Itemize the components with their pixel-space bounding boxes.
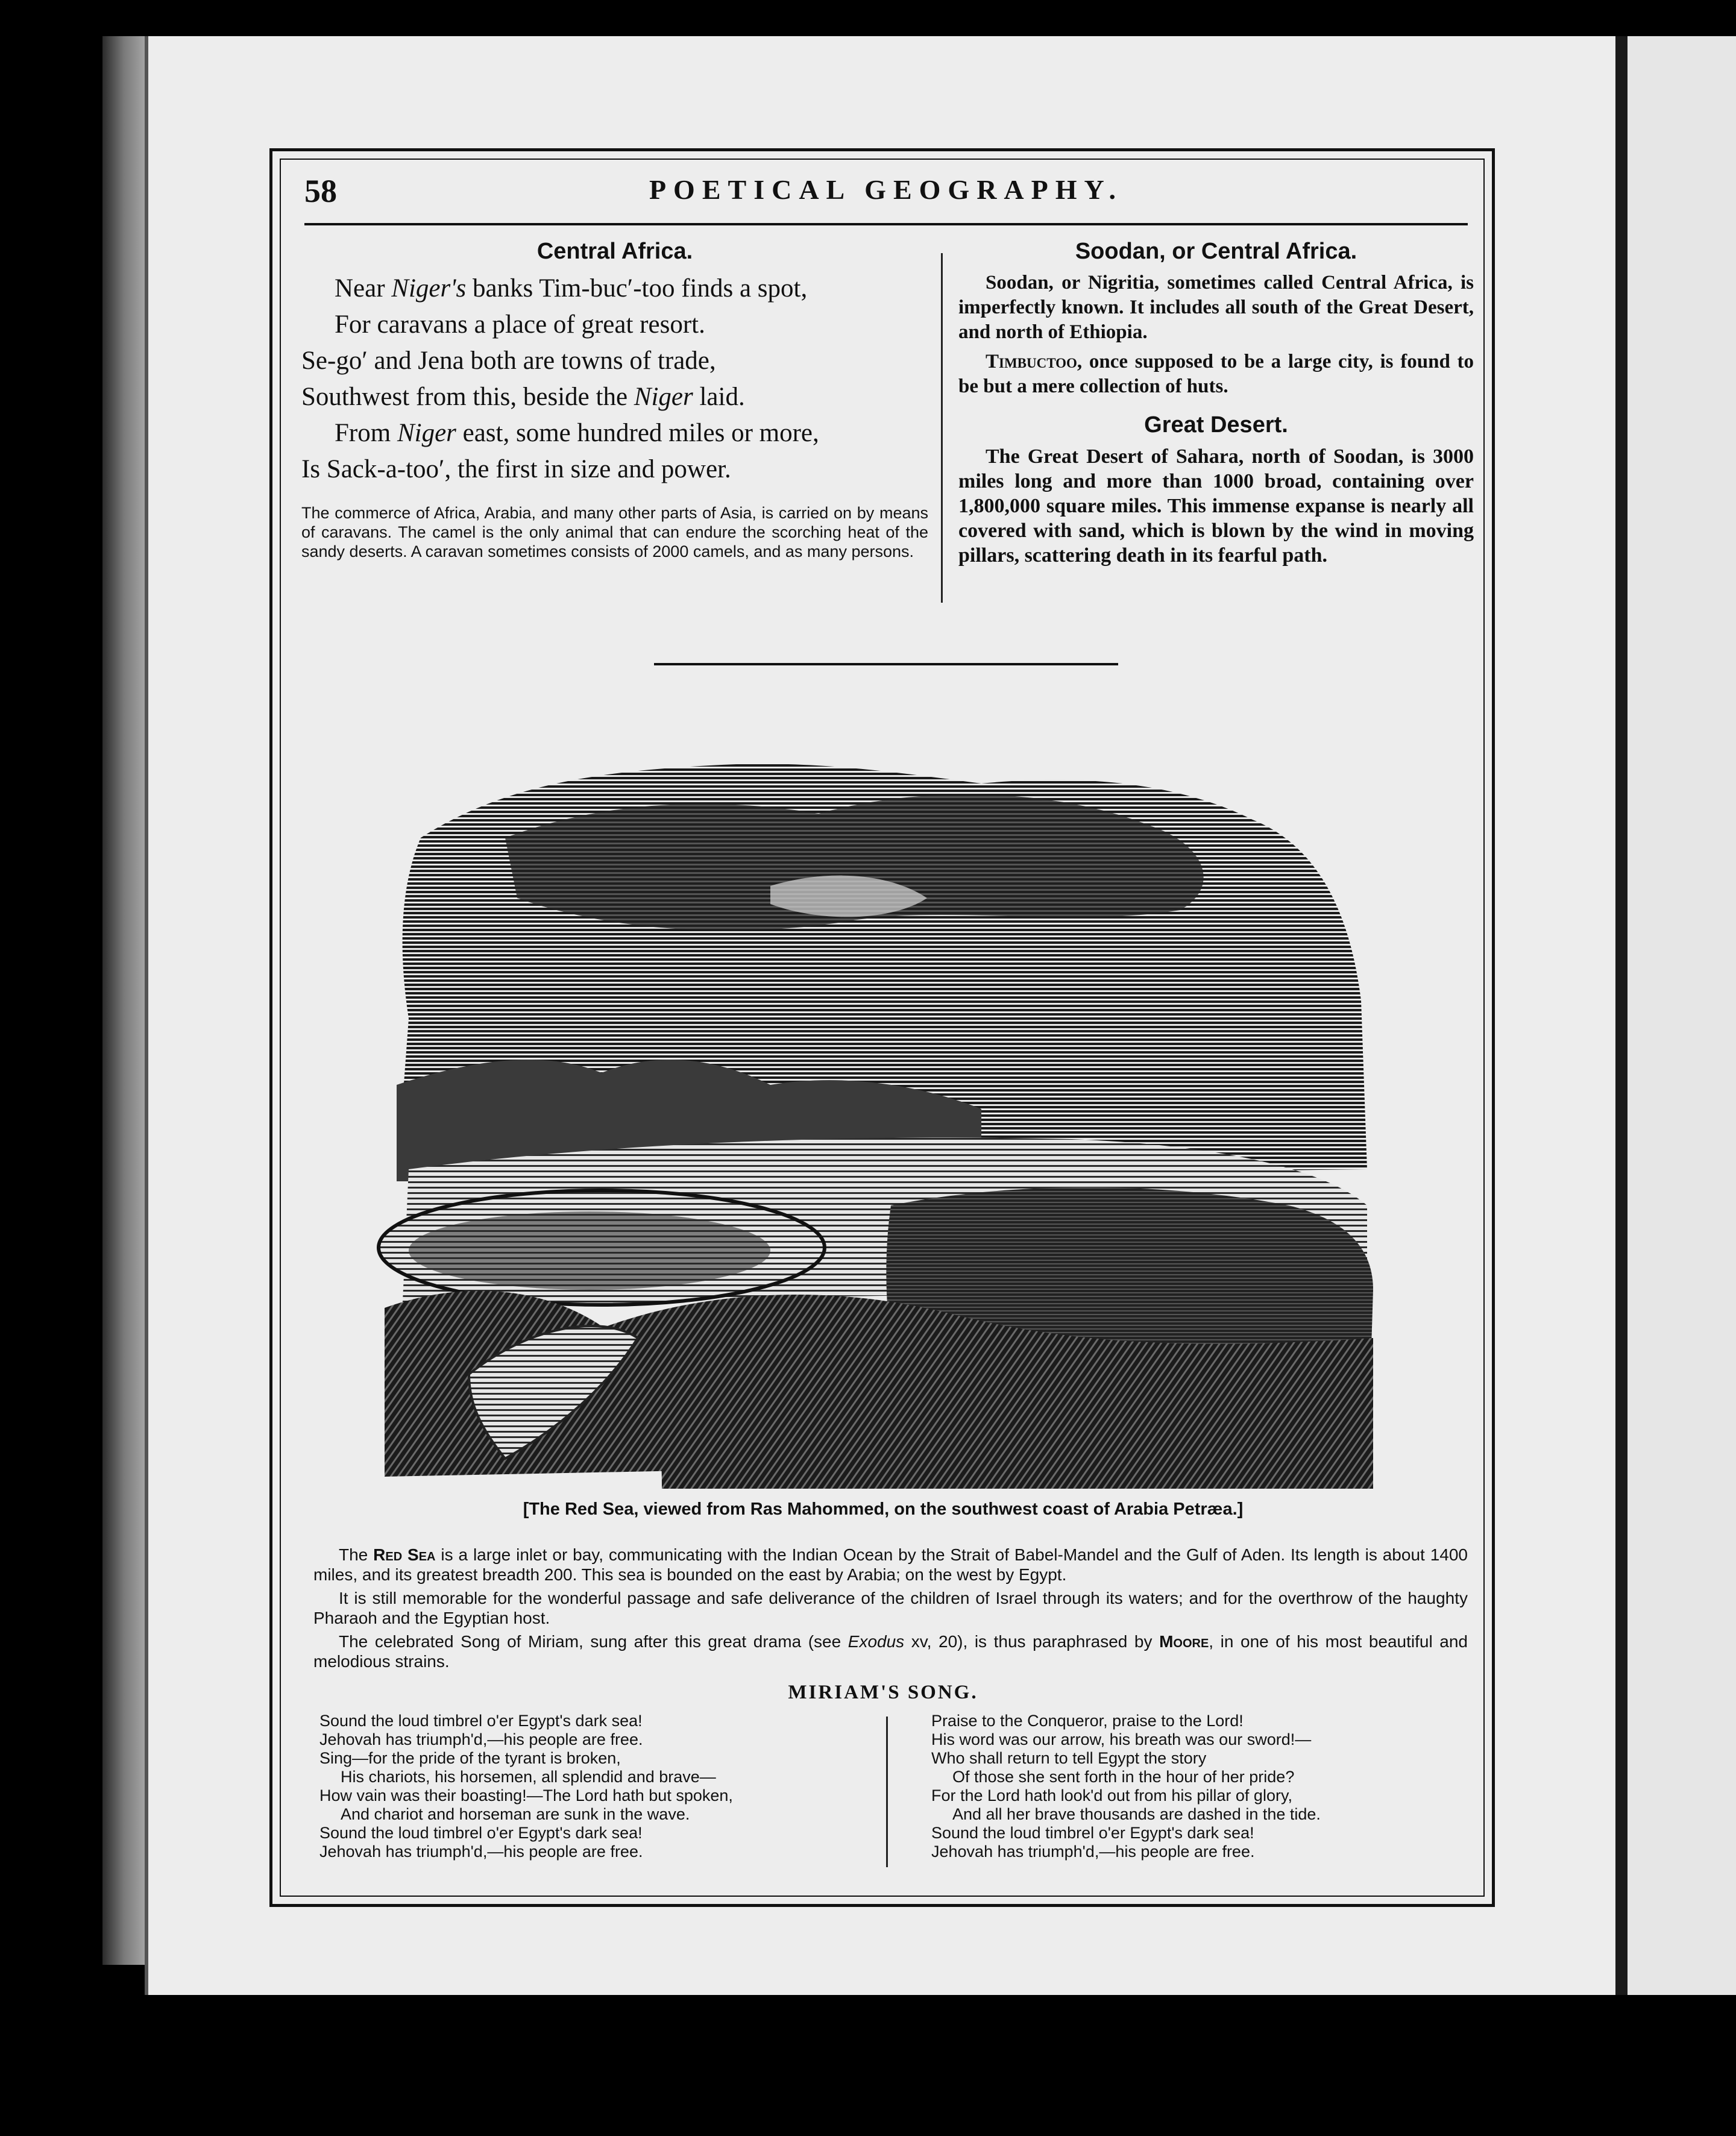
red-sea-engraving xyxy=(348,747,1415,1495)
song-line: Who shall return to tell Egypt the story xyxy=(931,1749,1207,1767)
great-desert-paragraph: The Great Desert of Sahara, north of Soodan, is 3000 miles long and more than 1000 broad, containing over 1,800,000 square miles. This immense expanse is nearly all covered with sand, which is blown by the wind in moving pillars, scattering death in its fearful path. xyxy=(958,445,1474,567)
song-line: His chariots, his horsemen, all splendid and brave— xyxy=(341,1768,716,1786)
page-number: 58 xyxy=(304,173,337,209)
song-line: Jehovah has triumph'd,—his people are free. xyxy=(319,1730,643,1748)
column-divider xyxy=(941,253,943,603)
verse-line: Near Niger's banks Tim-buc′-too finds a spot, xyxy=(335,274,808,303)
song-line: Sing—for the pride of the tyrant is broken, xyxy=(319,1749,621,1767)
running-title: POETICAL GEOGRAPHY. xyxy=(649,174,1124,205)
song-line: His word was our arrow, his breath was our sword!— xyxy=(931,1730,1312,1748)
song-stanza-left xyxy=(319,1712,862,1861)
song-line: For the Lord hath look'd out from his pillar of glory, xyxy=(931,1786,1292,1805)
soodan-section xyxy=(958,235,1474,621)
song-line: How vain was their boasting!—The Lord hath but spoken, xyxy=(319,1786,733,1805)
song-line: Sound the loud timbrel o'er Egypt's dark sea! xyxy=(319,1824,643,1842)
caravan-note: The commerce of Africa, Arabia, and many other parts of Asia, is carried on by means of caravans. The camel is the only animal that can endure the scorching heat of the sandy deserts. A caravan sometimes consists of 2000 camels, and as many persons. xyxy=(301,504,928,561)
song-line: And all her brave thousands are dashed in the tide. xyxy=(952,1805,1321,1823)
song-divider xyxy=(886,1717,888,1867)
red-sea-text xyxy=(313,1545,1468,1675)
book-gutter xyxy=(1615,36,1628,1995)
song-line: Jehovah has triumph'd,—his people are free. xyxy=(319,1842,643,1861)
verse-line: For caravans a place of great resort. xyxy=(335,310,705,339)
song-stanza-right xyxy=(931,1712,1474,1861)
song-line: Of those she sent forth in the hour of her pride? xyxy=(952,1768,1295,1786)
soodan-title: Soodan, or Central Africa. xyxy=(1075,239,1357,264)
section-rule xyxy=(654,663,1118,665)
soodan-paragraph: Soodan, or Nigritia, sometimes called Central Africa, is imperfectly known. It includes all south of the Great Desert, and north of Ethiopia. xyxy=(958,272,1474,343)
facing-page-edge xyxy=(1628,36,1736,1995)
song-line: And chariot and horseman are sunk in the wave. xyxy=(341,1805,690,1823)
song-line: Praise to the Conqueror, praise to the Lord! xyxy=(931,1712,1244,1730)
red-sea-paragraph: The celebrated Song of Miriam, sung after this great drama (see Exodus xv, 20), is thus paraphrased by Moore, in one of his most beautiful and melodious strains. xyxy=(313,1632,1468,1671)
verse-block xyxy=(301,271,928,488)
page-header xyxy=(304,169,1468,225)
illustration-caption: [The Red Sea, viewed from Ras Mahommed, on the southwest coast of Arabia Petræa.] xyxy=(523,1500,1244,1519)
red-sea-paragraph: It is still memorable for the wonderful passage and safe deliverance of the children of Israel through its waters; and for the overthrow of the haughty Pharaoh and the Egyptian host. xyxy=(313,1589,1468,1627)
song-title: MIRIAM'S SONG. xyxy=(788,1682,978,1703)
great-desert-title: Great Desert. xyxy=(1144,412,1288,438)
central-africa-title: Central Africa. xyxy=(536,239,693,264)
song-line: Sound the loud timbrel o'er Egypt's dark sea! xyxy=(319,1712,643,1730)
song-line: Sound the loud timbrel o'er Egypt's dark sea! xyxy=(931,1824,1254,1842)
verse-line: Is Sack-a-too′, the first in size and power. xyxy=(301,455,731,483)
verse-line: Southwest from this, beside the Niger laid. xyxy=(301,383,745,411)
song-line: Jehovah has triumph'd,—his people are free. xyxy=(931,1842,1255,1861)
red-sea-paragraph: The Red Sea is a large inlet or bay, communicating with the Indian Ocean by the Strait of Babel-Mandel and the Gulf of Aden. Its length is about 1400 miles, and its greatest breadth 200. This sea is bounded on the east by Arabia; on the west by Egypt. xyxy=(313,1545,1468,1584)
central-africa-section xyxy=(301,235,928,621)
timbuctoo-paragraph: Timbuctoo, once supposed to be a large city, is found to be but a mere collection of huts. xyxy=(958,351,1474,397)
verse-line: Se-go′ and Jena both are towns of trade, xyxy=(301,347,716,375)
verse-line: From Niger east, some hundred miles or more, xyxy=(335,419,819,447)
